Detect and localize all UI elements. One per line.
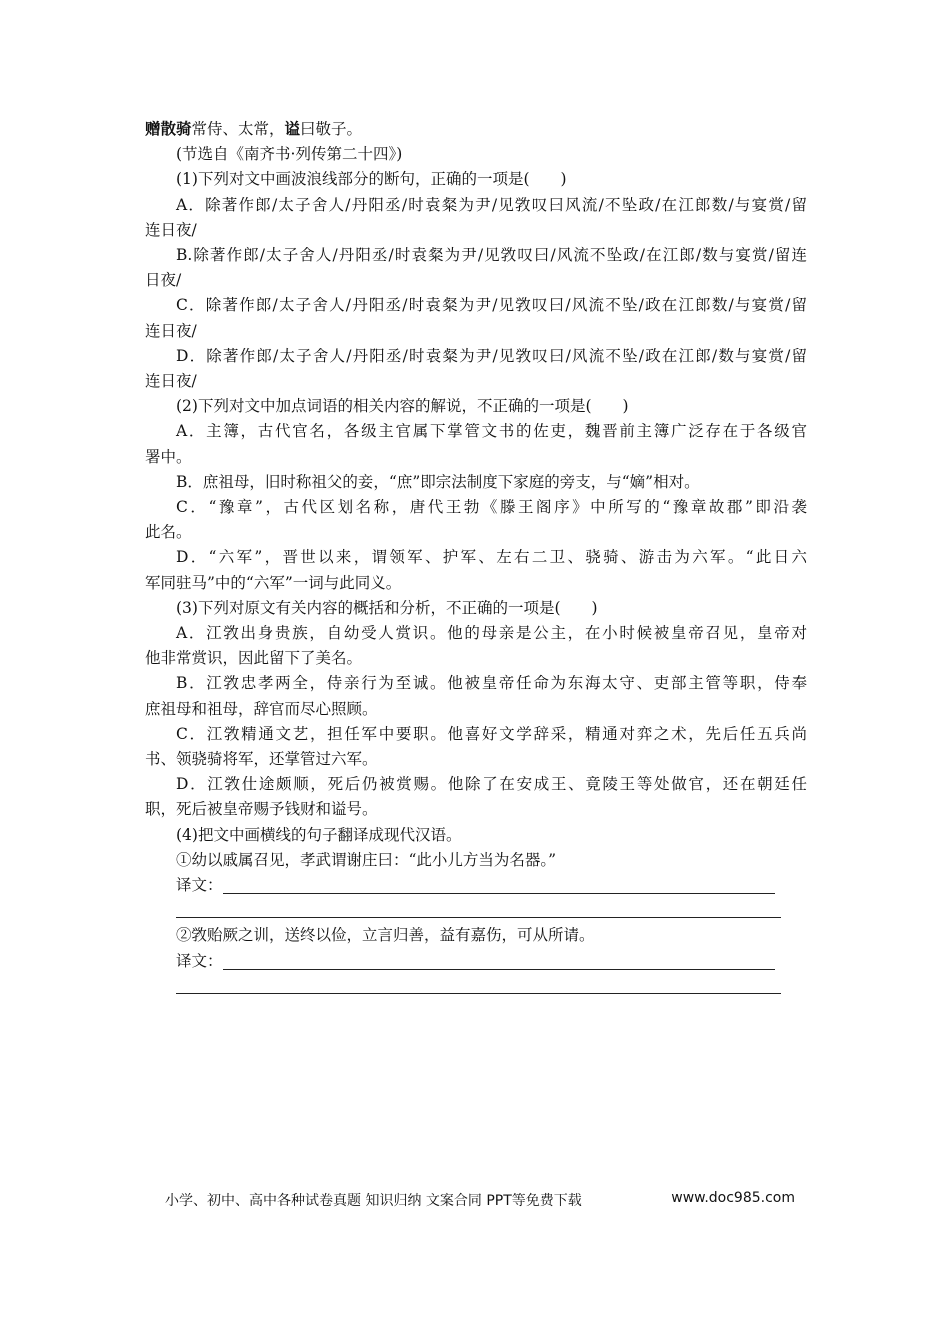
document-body: [145, 116, 807, 999]
q2-stem: (2)下列对文中加点词语的相关内容的解说，不正确的一项是( ): [176, 397, 629, 416]
q1-option-a-line-2: 连日夜/: [145, 220, 197, 239]
q3-option-d-line-1: D．江敩仕途颇顺，死后仍被赏赐。他除了在安成王、竟陵王等处做官，还在朝廷任: [176, 775, 807, 794]
q2-option-a-line-2: 署中。: [145, 447, 192, 466]
q1-option-c-line-1: C．除著作郎/太子舍人/丹阳丞/时袁粲为尹/见敩叹曰/风流不坠/政在江郎数/与宴赏/留: [176, 296, 807, 315]
q2-option-b-line-1: B．庶祖母，旧时称祖父的妾，“庶”即宗法制度下家庭的旁支，与“嫡”相对。: [176, 472, 700, 491]
q4-answer-blank-2b[interactable]: [176, 975, 781, 994]
q3-option-b-line-1: B．江敩忠孝两全，侍亲行为至诚。他被皇帝任命为东海太守、吏部主管等职，侍奉: [176, 674, 807, 693]
q2-option-c-line-1: C．“豫章”，古代区划名称，唐代王勃《滕王阁序》中所写的“豫章故郡”即沿袭: [176, 498, 807, 517]
q3-option-c-line-2: 书、领骁骑将军，还掌管过六军。: [145, 750, 378, 769]
q4-stem: (4)把文中画横线的句子翻译成现代汉语。: [176, 825, 462, 844]
source-citation: (节选自《南齐书·列传第二十四》): [176, 145, 403, 164]
q3-stem: (3)下列对原文有关内容的概括和分析，不正确的一项是( ): [176, 598, 598, 617]
intro-line: [145, 116, 807, 142]
q4-sentence-1: ①幼以戚属召见，孝武谓谢庄曰：“此小儿方当为名器。”: [176, 850, 557, 869]
q4-answer-blank-1[interactable]: [223, 875, 775, 894]
q4-answer-row-1: [145, 873, 807, 898]
q1-option-b-line-1: B.除著作郎/太子舍人/丹阳丞/时袁粲为尹/见敩叹曰/风流不坠政/在江郎/数与宴赏/留连: [176, 246, 807, 265]
footer-text: 小学、初中、高中各种试卷真题 知识归纳 文案合同 PPT等免费下载: [165, 1193, 582, 1209]
q2-option-c-line-2: 此名。: [145, 523, 192, 542]
q1-option-c-line-2: 连日夜/: [145, 321, 197, 340]
intro-bold-1: 赠散骑: [145, 119, 192, 138]
q1-option-d-line-2: 连日夜/: [145, 372, 197, 391]
q3-option-d-line-2: 职，死后被皇帝赐予钱财和谥号。: [145, 800, 378, 819]
q2-option-d-line-2: 军同驻马”中的“六军”一词与此同义。: [145, 573, 402, 592]
q3-option-a-line-2: 他非常赏识，因此留下了美名。: [145, 649, 363, 668]
q4-answer-label-1: 译文：: [176, 876, 223, 895]
q4-answer-row-2: [145, 949, 807, 974]
q1-stem: (1)下列对文中画波浪线部分的断句，正确的一项是( ): [176, 170, 567, 189]
q4-answer-label-2: 译文：: [176, 951, 223, 970]
q3-option-a-line-1: A．江敩出身贵族，自幼受人赏识。他的母亲是公主，在小时候被皇帝召见，皇帝对: [176, 624, 807, 643]
intro-bold-2: 谥: [284, 119, 301, 138]
intro-text-2: 曰敬子。: [300, 120, 363, 138]
q2-option-a-line-1: A．主簿，古代官名，各级主官属下掌管文书的佐吏，魏晋前主簿广泛存在于各级官: [176, 422, 807, 441]
q2-option-d-line-1: D．“六军”，晋世以来，谓领军、护军、左右二卫、骁骑、游击为六军。“此日六: [176, 548, 807, 567]
q4-answer-continuation-2: [145, 974, 807, 999]
page-footer: [165, 1190, 795, 1210]
q1-option-b-line-2: 日夜/: [145, 271, 182, 290]
q4-sentence-2: ②敩贻厥之训，送终以俭，立言归善，益有嘉伤，可从所请。: [176, 926, 595, 945]
q1-option-d-line-1: D．除著作郎/太子舍人/丹阳丞/时袁粲为尹/见敩叹曰/风流不坠/政在江郎/数与宴赏/留: [176, 346, 807, 365]
q4-answer-blank-1b[interactable]: [176, 899, 781, 918]
intro-text-1: 常侍、太常，: [191, 120, 285, 138]
q3-option-c-line-1: C．江敩精通文艺，担任军中要职。他喜好文学辞采，精通对弈之术，先后任五兵尚: [176, 724, 807, 743]
q4-answer-continuation-1: [145, 898, 807, 923]
q4-answer-blank-2[interactable]: [223, 951, 775, 970]
footer-url[interactable]: www.doc985.com: [671, 1190, 795, 1206]
q1-option-a-line-1: A．除著作郎/太子舍人/丹阳丞/时袁粲为尹/见敩叹曰风流/不坠政/在江郎数/与宴赏/留: [176, 195, 807, 214]
q3-option-b-line-2: 庶祖母和祖母，辞官而尽心照顾。: [145, 699, 378, 718]
